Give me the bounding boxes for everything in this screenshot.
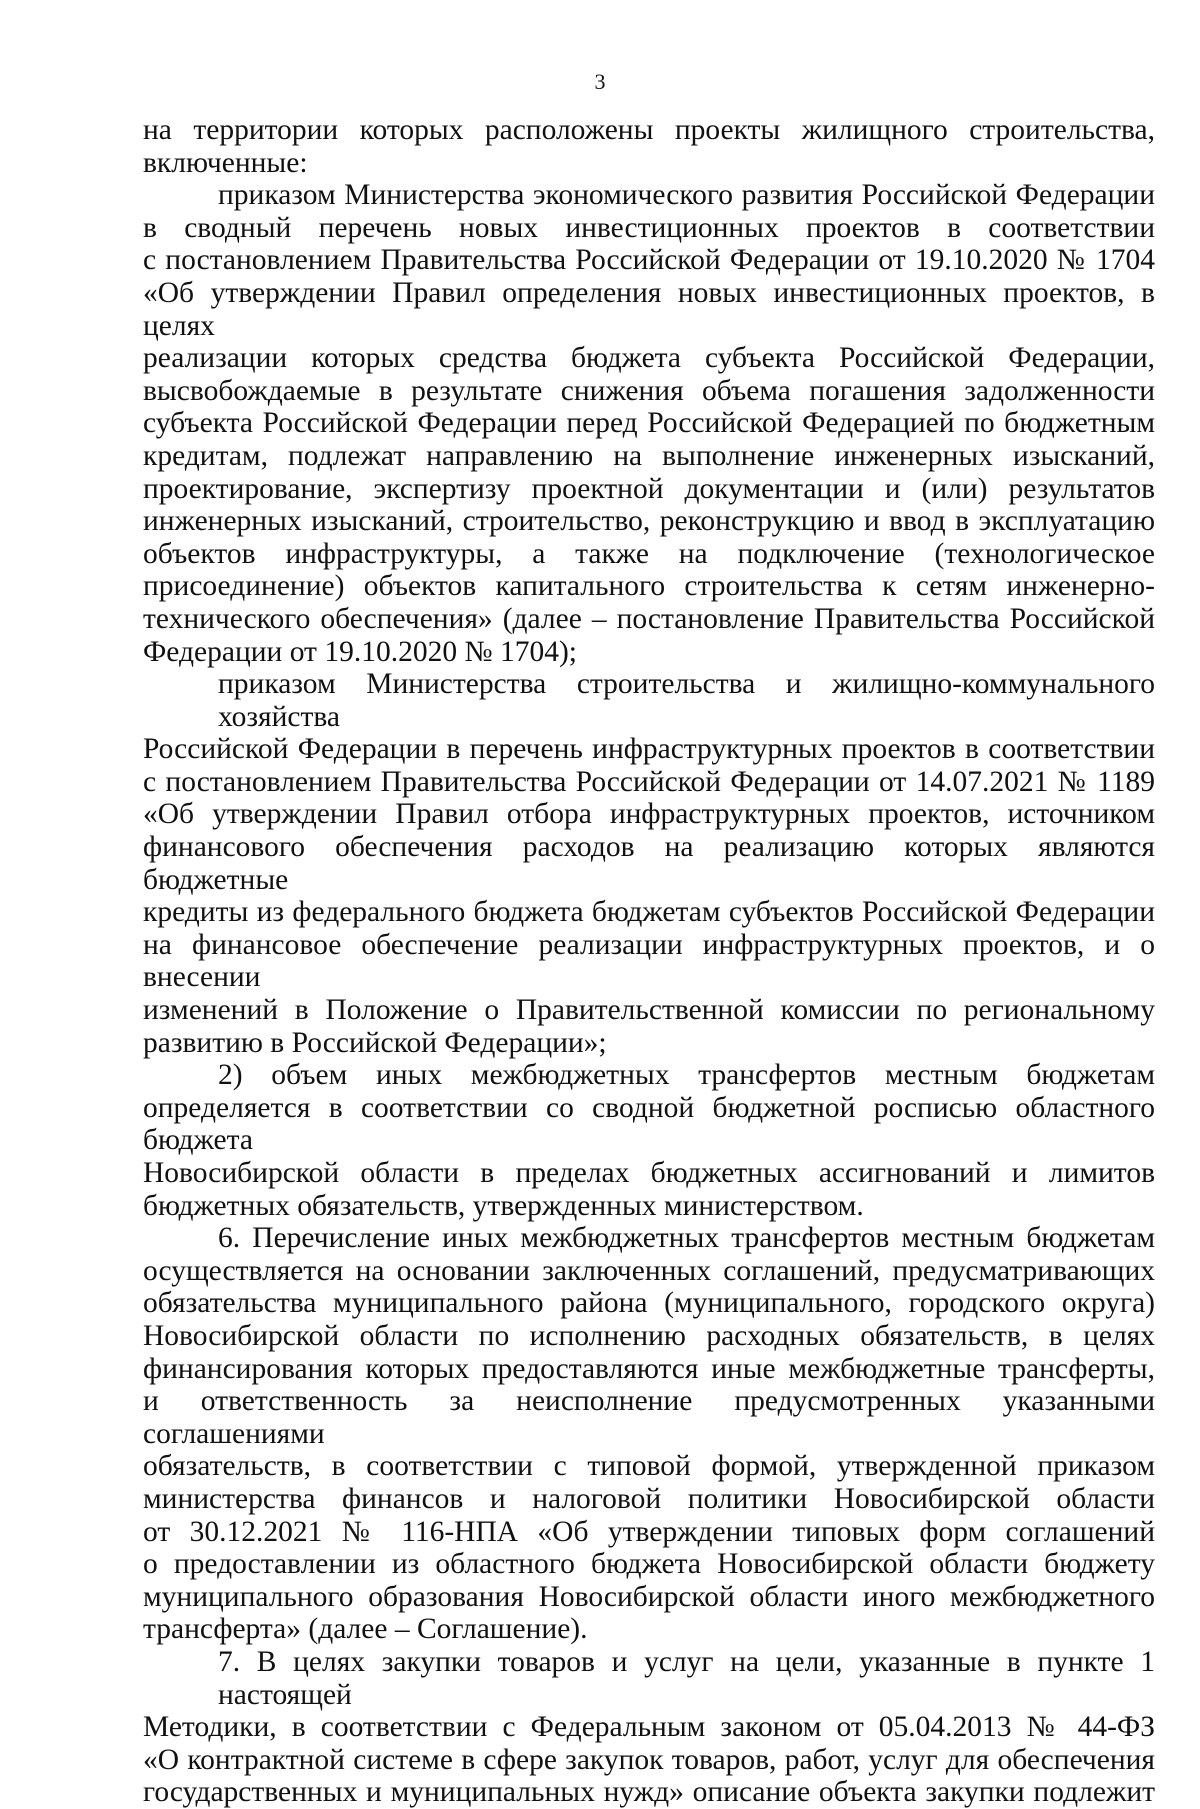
text-line: Методики, в соответствии с Федеральным законом от 05.04.2013 № 44-ФЗ	[143, 1711, 1155, 1744]
text-line: «О контрактной системе в сфере закупок товаров, работ, услуг для обеспечения	[143, 1743, 1155, 1776]
text-line: обязательств, в соответствии с типовой формой, утвержденной приказом	[143, 1450, 1155, 1483]
text-line: 2) объем иных межбюджетных трансфертов местным бюджетам	[218, 1059, 1155, 1092]
text-line: и ответственность за неисполнение предусмотренных указанными соглашениями	[143, 1385, 1155, 1450]
text-line: объектов инфраструктуры, а также на подключение (технологическое	[143, 537, 1155, 570]
text-line: Новосибирской области по исполнению расходных обязательств, в целях	[143, 1319, 1155, 1352]
text-line: субъекта Российской Федерации перед Российской Федерацией по бюджетным	[143, 407, 1155, 440]
text-line: Федерации от 19.10.2020 № 1704);	[143, 635, 577, 668]
page-number: 3	[594, 69, 606, 94]
paragraph	[143, 1059, 1155, 1222]
text-line: кредитам, подлежат направлению на выполнение инженерных изысканий,	[143, 439, 1155, 472]
text-line: о предоставлении из областного бюджета Новосибирской области бюджету	[143, 1548, 1155, 1581]
text-line: технического обеспечения» (далее – постановление Правительства Российской	[143, 602, 1155, 635]
text-line: осуществляется на основании заключенных соглашений, предусматривающих	[143, 1254, 1155, 1287]
text-line: бюджетных обязательств, утвержденных министерством.	[143, 1189, 864, 1222]
text-line: Российской Федерации в перечень инфраструктурных проектов в соответствии	[143, 733, 1155, 766]
paragraph	[143, 668, 1155, 1059]
document-body	[143, 114, 1155, 1809]
text-line: приказом Министерства экономического развития Российской Федерации	[218, 179, 1155, 212]
text-line: высвобождаемые в результате снижения объема погашения задолженности	[143, 374, 1155, 407]
text-line: «Об утверждении Правил отбора инфраструктурных проектов, источником	[143, 798, 1155, 831]
text-line: приказом Министерства строительства и жилищно-коммунального хозяйства	[218, 668, 1155, 733]
text-line: муниципального образования Новосибирской области иного межбюджетного	[143, 1580, 1155, 1613]
paragraph	[143, 1646, 1155, 1809]
text-line: обязательства муниципального района (муниципального, городского округа)	[143, 1287, 1155, 1320]
text-line: присоединение) объектов капитального строительства к сетям инженерно-	[143, 570, 1155, 603]
text-line: на территории которых расположены проекты жилищного строительства,	[143, 114, 1155, 146]
text-line: финансового обеспечения расходов на реализацию которых являются бюджетные	[143, 831, 1155, 896]
text-line: на финансовое обеспечение реализации инфраструктурных проектов, и о внесении	[143, 928, 1155, 994]
text-line: государственных и муниципальных нужд» описание объекта закупки подлежит	[143, 1776, 1155, 1809]
text-line: определяется в соответствии со сводной бюджетной росписью областного бюджета	[143, 1091, 1155, 1157]
text-line: с постановлением Правительства Российской Федерации от 19.10.2020 № 1704	[143, 244, 1155, 277]
text-line: реализации которых средства бюджета субъекта Российской Федерации,	[143, 342, 1155, 375]
text-line: от 30.12.2021 № 116-НПА «Об утверждении типовых форм соглашений	[143, 1515, 1155, 1548]
text-line: изменений в Положение о Правительственной комиссии по региональному	[143, 994, 1155, 1027]
text-line: министерства финансов и налоговой политики Новосибирской области	[143, 1482, 1155, 1515]
text-line: инженерных изысканий, строительство, реконструкцию и ввод в эксплуатацию	[143, 505, 1155, 538]
text-line: с постановлением Правительства Российской Федерации от 14.07.2021 № 1189	[143, 765, 1155, 798]
text-line: финансирования которых предоставляются иные межбюджетные трансферты,	[143, 1352, 1155, 1385]
text-line: 7. В целях закупки товаров и услуг на цели, указанные в пункте 1 настоящей	[218, 1645, 1155, 1711]
paragraph	[143, 179, 1155, 668]
paragraph	[143, 1222, 1155, 1646]
text-line: кредиты из федерального бюджета бюджетам субъектов Российской Федерации	[143, 896, 1155, 929]
text-line: включенные:	[143, 146, 308, 179]
text-line: проектирование, экспертизу проектной документации и (или) результатов	[143, 472, 1155, 505]
text-line: развитию в Российской Федерации»;	[143, 1026, 607, 1059]
text-line: в сводный перечень новых инвестиционных проектов в соответствии	[143, 211, 1155, 244]
text-line: 6. Перечисление иных межбюджетных трансфертов местным бюджетам	[218, 1222, 1155, 1255]
text-line: трансферта» (далее – Соглашение).	[143, 1613, 588, 1646]
text-line: «Об утверждении Правил определения новых инвестиционных проектов, в целях	[143, 276, 1155, 342]
paragraph	[143, 114, 1155, 179]
text-line: Новосибирской области в пределах бюджетных ассигнований и лимитов	[143, 1157, 1155, 1189]
